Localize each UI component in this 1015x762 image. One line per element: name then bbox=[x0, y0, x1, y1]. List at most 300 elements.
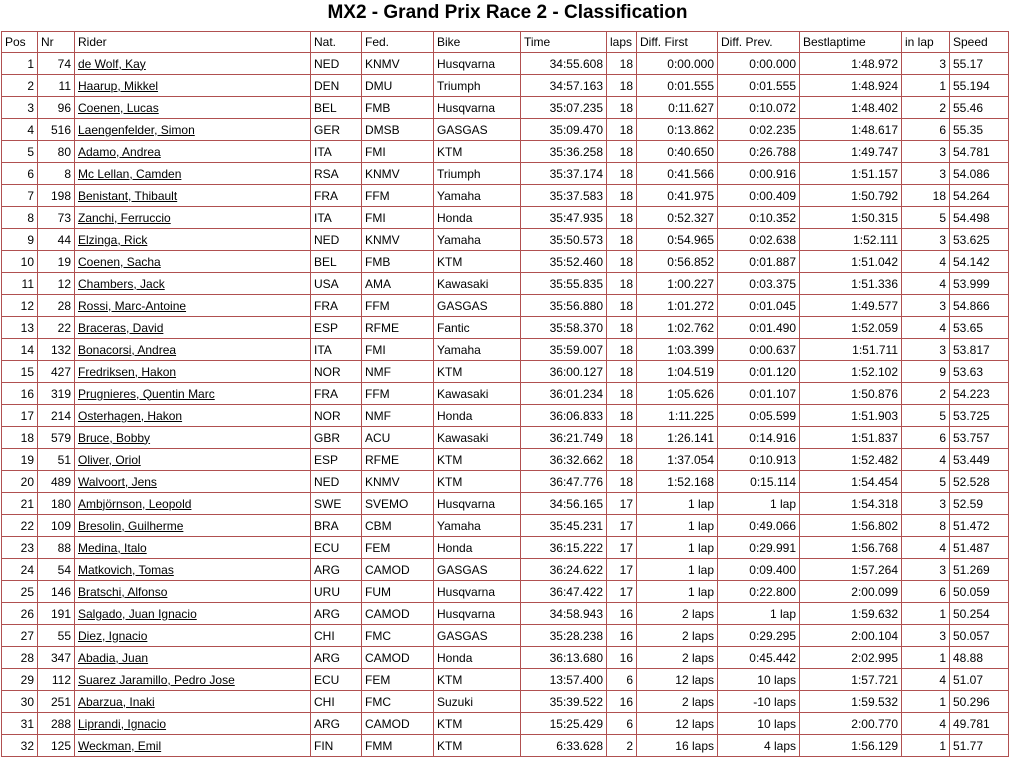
table-row bbox=[2, 427, 1009, 449]
nat-cell: USA bbox=[311, 273, 362, 295]
nr-cell: 28 bbox=[38, 295, 75, 317]
rider-link[interactable]: Coenen, Lucas bbox=[78, 100, 159, 115]
laps-cell: 6 bbox=[607, 669, 637, 691]
diff-prev-cell: 0:14.916 bbox=[718, 427, 800, 449]
rider-link[interactable]: Ambjörnson, Leopold bbox=[78, 496, 192, 511]
rider-link[interactable]: Benistant, Thibault bbox=[78, 188, 178, 203]
time-cell: 36:01.234 bbox=[521, 383, 607, 405]
laps-cell: 6 bbox=[607, 713, 637, 735]
pos-cell: 7 bbox=[2, 185, 38, 207]
bike-cell: Husqvarna bbox=[434, 53, 521, 75]
in-lap-cell: 6 bbox=[902, 427, 950, 449]
laps-cell: 2 bbox=[607, 735, 637, 757]
column-header-fed: Fed. bbox=[362, 32, 434, 53]
laps-cell: 17 bbox=[607, 559, 637, 581]
diff-first-cell: 1:52.168 bbox=[637, 471, 718, 493]
rider-link[interactable]: Elzinga, Rick bbox=[78, 232, 148, 247]
speed-cell: 55.194 bbox=[950, 75, 1009, 97]
rider-link[interactable]: Abadia, Juan bbox=[78, 650, 149, 665]
header-row bbox=[2, 32, 1009, 53]
diff-prev-cell: 0:01.120 bbox=[718, 361, 800, 383]
in-lap-cell: 4 bbox=[902, 251, 950, 273]
laps-cell: 18 bbox=[607, 75, 637, 97]
bestlaptime-cell: 1:48.402 bbox=[800, 97, 902, 119]
bike-cell: Honda bbox=[434, 207, 521, 229]
rider-cell bbox=[75, 251, 311, 273]
rider-link[interactable]: Prugnieres, Quentin Marc bbox=[78, 386, 215, 401]
pos-cell: 31 bbox=[2, 713, 38, 735]
rider-link[interactable]: Diez, Ignacio bbox=[78, 628, 148, 643]
bike-cell: KTM bbox=[434, 471, 521, 493]
laps-cell: 18 bbox=[607, 471, 637, 493]
diff-prev-cell: 0:10.072 bbox=[718, 97, 800, 119]
bestlaptime-cell: 1:51.711 bbox=[800, 339, 902, 361]
bestlaptime-cell: 2:00.770 bbox=[800, 713, 902, 735]
speed-cell: 50.057 bbox=[950, 625, 1009, 647]
rider-link[interactable]: Suarez Jaramillo, Pedro Jose bbox=[78, 672, 235, 687]
nr-cell: 12 bbox=[38, 273, 75, 295]
rider-cell bbox=[75, 383, 311, 405]
time-cell: 35:28.238 bbox=[521, 625, 607, 647]
rider-cell bbox=[75, 185, 311, 207]
rider-cell bbox=[75, 295, 311, 317]
speed-cell: 49.781 bbox=[950, 713, 1009, 735]
nr-cell: 74 bbox=[38, 53, 75, 75]
column-header-diff-first: Diff. First bbox=[637, 32, 718, 53]
speed-cell: 53.63 bbox=[950, 361, 1009, 383]
bike-cell: GASGAS bbox=[434, 295, 521, 317]
diff-prev-cell: 1 lap bbox=[718, 493, 800, 515]
laps-cell: 16 bbox=[607, 647, 637, 669]
bike-cell: Honda bbox=[434, 537, 521, 559]
bestlaptime-cell: 1:48.617 bbox=[800, 119, 902, 141]
bike-cell: Husqvarna bbox=[434, 603, 521, 625]
laps-cell: 18 bbox=[607, 97, 637, 119]
rider-cell bbox=[75, 625, 311, 647]
time-cell: 34:55.608 bbox=[521, 53, 607, 75]
in-lap-cell: 2 bbox=[902, 383, 950, 405]
pos-cell: 20 bbox=[2, 471, 38, 493]
diff-prev-cell: 0:01.555 bbox=[718, 75, 800, 97]
rider-cell bbox=[75, 141, 311, 163]
bike-cell: Honda bbox=[434, 647, 521, 669]
table-body bbox=[2, 53, 1009, 757]
bestlaptime-cell: 2:00.104 bbox=[800, 625, 902, 647]
bike-cell: Triumph bbox=[434, 75, 521, 97]
bike-cell: GASGAS bbox=[434, 119, 521, 141]
time-cell: 35:09.470 bbox=[521, 119, 607, 141]
in-lap-cell: 5 bbox=[902, 471, 950, 493]
pos-cell: 25 bbox=[2, 581, 38, 603]
laps-cell: 18 bbox=[607, 53, 637, 75]
nat-cell: NED bbox=[311, 53, 362, 75]
time-cell: 34:58.943 bbox=[521, 603, 607, 625]
classification-table bbox=[1, 31, 1009, 757]
bike-cell: KTM bbox=[434, 713, 521, 735]
pos-cell: 3 bbox=[2, 97, 38, 119]
fed-cell: FMB bbox=[362, 251, 434, 273]
rider-link[interactable]: Fredriksen, Hakon bbox=[78, 364, 177, 379]
bestlaptime-cell: 1:50.315 bbox=[800, 207, 902, 229]
rider-link[interactable]: Osterhagen, Hakon bbox=[78, 408, 183, 423]
rider-link[interactable]: Matkovich, Tomas bbox=[78, 562, 174, 577]
nat-cell: NED bbox=[311, 471, 362, 493]
rider-link[interactable]: Bonacorsi, Andrea bbox=[78, 342, 177, 357]
speed-cell: 53.999 bbox=[950, 273, 1009, 295]
rider-link[interactable]: Coenen, Sacha bbox=[78, 254, 161, 269]
fed-cell: SVEMO bbox=[362, 493, 434, 515]
rider-link[interactable]: Braceras, David bbox=[78, 320, 164, 335]
in-lap-cell: 3 bbox=[902, 141, 950, 163]
nr-cell: 198 bbox=[38, 185, 75, 207]
rider-link[interactable]: Adamo, Andrea bbox=[78, 144, 161, 159]
bestlaptime-cell: 1:52.102 bbox=[800, 361, 902, 383]
laps-cell: 18 bbox=[607, 229, 637, 251]
bestlaptime-cell: 1:59.632 bbox=[800, 603, 902, 625]
bestlaptime-cell: 1:56.802 bbox=[800, 515, 902, 537]
bestlaptime-cell: 1:52.482 bbox=[800, 449, 902, 471]
fed-cell: KNMV bbox=[362, 163, 434, 185]
nat-cell: URU bbox=[311, 581, 362, 603]
time-cell: 34:57.163 bbox=[521, 75, 607, 97]
table-row bbox=[2, 119, 1009, 141]
diff-first-cell: 0:11.627 bbox=[637, 97, 718, 119]
bestlaptime-cell: 1:54.454 bbox=[800, 471, 902, 493]
rider-cell bbox=[75, 229, 311, 251]
nr-cell: 96 bbox=[38, 97, 75, 119]
speed-cell: 55.46 bbox=[950, 97, 1009, 119]
column-header-bike: Bike bbox=[434, 32, 521, 53]
nr-cell: 11 bbox=[38, 75, 75, 97]
rider-cell bbox=[75, 97, 311, 119]
rider-link[interactable]: Bresolin, Guilherme bbox=[78, 518, 184, 533]
diff-first-cell: 1:11.225 bbox=[637, 405, 718, 427]
bike-cell: Honda bbox=[434, 405, 521, 427]
rider-link[interactable]: Abarzua, Inaki bbox=[78, 694, 155, 709]
rider-link[interactable]: Walvoort, Jens bbox=[78, 474, 157, 489]
pos-cell: 32 bbox=[2, 735, 38, 757]
nat-cell: ARG bbox=[311, 559, 362, 581]
speed-cell: 55.35 bbox=[950, 119, 1009, 141]
nr-cell: 288 bbox=[38, 713, 75, 735]
speed-cell: 53.625 bbox=[950, 229, 1009, 251]
laps-cell: 18 bbox=[607, 405, 637, 427]
rider-link[interactable]: Rossi, Marc-Antoine bbox=[78, 298, 187, 313]
diff-prev-cell: 0:09.400 bbox=[718, 559, 800, 581]
nr-cell: 51 bbox=[38, 449, 75, 471]
table-row bbox=[2, 273, 1009, 295]
rider-link[interactable]: Weckman, Emil bbox=[78, 738, 162, 753]
nr-cell: 44 bbox=[38, 229, 75, 251]
pos-cell: 21 bbox=[2, 493, 38, 515]
pos-cell: 17 bbox=[2, 405, 38, 427]
rider-link[interactable]: Zanchi, Ferruccio bbox=[78, 210, 171, 225]
bike-cell: Kawasaki bbox=[434, 383, 521, 405]
table-row bbox=[2, 163, 1009, 185]
table-row bbox=[2, 515, 1009, 537]
laps-cell: 18 bbox=[607, 295, 637, 317]
bike-cell: Kawasaki bbox=[434, 273, 521, 295]
fed-cell: FFM bbox=[362, 185, 434, 207]
in-lap-cell: 3 bbox=[902, 163, 950, 185]
nr-cell: 112 bbox=[38, 669, 75, 691]
diff-first-cell: 2 laps bbox=[637, 625, 718, 647]
diff-prev-cell: 0:26.788 bbox=[718, 141, 800, 163]
diff-first-cell: 1:04.519 bbox=[637, 361, 718, 383]
nat-cell: GBR bbox=[311, 427, 362, 449]
fed-cell: RFME bbox=[362, 317, 434, 339]
time-cell: 13:57.400 bbox=[521, 669, 607, 691]
speed-cell: 54.142 bbox=[950, 251, 1009, 273]
fed-cell: KNMV bbox=[362, 53, 434, 75]
bestlaptime-cell: 1:54.318 bbox=[800, 493, 902, 515]
bike-cell: Yamaha bbox=[434, 229, 521, 251]
diff-first-cell: 1:37.054 bbox=[637, 449, 718, 471]
laps-cell: 18 bbox=[607, 317, 637, 339]
table-row bbox=[2, 559, 1009, 581]
nat-cell: ECU bbox=[311, 669, 362, 691]
speed-cell: 50.296 bbox=[950, 691, 1009, 713]
diff-first-cell: 1:05.626 bbox=[637, 383, 718, 405]
diff-prev-cell: 1 lap bbox=[718, 603, 800, 625]
time-cell: 36:13.680 bbox=[521, 647, 607, 669]
in-lap-cell: 4 bbox=[902, 537, 950, 559]
diff-first-cell: 1:00.227 bbox=[637, 273, 718, 295]
diff-prev-cell: 0:00.000 bbox=[718, 53, 800, 75]
fed-cell: FFM bbox=[362, 383, 434, 405]
rider-link[interactable]: Bruce, Bobby bbox=[78, 430, 151, 445]
bestlaptime-cell: 1:51.903 bbox=[800, 405, 902, 427]
rider-cell bbox=[75, 713, 311, 735]
nat-cell: FRA bbox=[311, 383, 362, 405]
table-row bbox=[2, 669, 1009, 691]
bike-cell: Husqvarna bbox=[434, 97, 521, 119]
time-cell: 6:33.628 bbox=[521, 735, 607, 757]
time-cell: 35:59.007 bbox=[521, 339, 607, 361]
nr-cell: 125 bbox=[38, 735, 75, 757]
rider-cell bbox=[75, 449, 311, 471]
nat-cell: FIN bbox=[311, 735, 362, 757]
pos-cell: 8 bbox=[2, 207, 38, 229]
diff-prev-cell: 4 laps bbox=[718, 735, 800, 757]
laps-cell: 17 bbox=[607, 493, 637, 515]
diff-first-cell: 1 lap bbox=[637, 515, 718, 537]
in-lap-cell: 3 bbox=[902, 53, 950, 75]
rider-link[interactable]: de Wolf, Kay bbox=[78, 56, 146, 71]
table-row bbox=[2, 647, 1009, 669]
rider-link[interactable]: Salgado, Juan Ignacio bbox=[78, 606, 197, 621]
nr-cell: 8 bbox=[38, 163, 75, 185]
bike-cell: Yamaha bbox=[434, 515, 521, 537]
bestlaptime-cell: 1:49.577 bbox=[800, 295, 902, 317]
bike-cell: GASGAS bbox=[434, 625, 521, 647]
bestlaptime-cell: 2:02.995 bbox=[800, 647, 902, 669]
nat-cell: ARG bbox=[311, 647, 362, 669]
in-lap-cell: 3 bbox=[902, 625, 950, 647]
diff-first-cell: 1:02.762 bbox=[637, 317, 718, 339]
pos-cell: 30 bbox=[2, 691, 38, 713]
bike-cell: KTM bbox=[434, 361, 521, 383]
rider-link[interactable]: Mc Lellan, Camden bbox=[78, 166, 182, 181]
bestlaptime-cell: 1:57.721 bbox=[800, 669, 902, 691]
diff-prev-cell: 0:01.107 bbox=[718, 383, 800, 405]
diff-first-cell: 2 laps bbox=[637, 647, 718, 669]
speed-cell: 53.65 bbox=[950, 317, 1009, 339]
laps-cell: 18 bbox=[607, 141, 637, 163]
pos-cell: 22 bbox=[2, 515, 38, 537]
time-cell: 36:32.662 bbox=[521, 449, 607, 471]
rider-cell bbox=[75, 735, 311, 757]
in-lap-cell: 4 bbox=[902, 669, 950, 691]
diff-prev-cell: 0:22.800 bbox=[718, 581, 800, 603]
rider-cell bbox=[75, 53, 311, 75]
nr-cell: 489 bbox=[38, 471, 75, 493]
fed-cell: FUM bbox=[362, 581, 434, 603]
in-lap-cell: 1 bbox=[902, 75, 950, 97]
table-row bbox=[2, 493, 1009, 515]
laps-cell: 18 bbox=[607, 449, 637, 471]
pos-cell: 27 bbox=[2, 625, 38, 647]
table-row bbox=[2, 75, 1009, 97]
rider-cell bbox=[75, 163, 311, 185]
speed-cell: 51.472 bbox=[950, 515, 1009, 537]
rider-link[interactable]: Chambers, Jack bbox=[78, 276, 165, 291]
nat-cell: ARG bbox=[311, 713, 362, 735]
rider-link[interactable]: Medina, Italo bbox=[78, 540, 147, 555]
speed-cell: 53.757 bbox=[950, 427, 1009, 449]
nr-cell: 73 bbox=[38, 207, 75, 229]
bestlaptime-cell: 1:51.042 bbox=[800, 251, 902, 273]
rider-cell bbox=[75, 317, 311, 339]
in-lap-cell: 8 bbox=[902, 515, 950, 537]
nr-cell: 55 bbox=[38, 625, 75, 647]
speed-cell: 53.817 bbox=[950, 339, 1009, 361]
nat-cell: ITA bbox=[311, 207, 362, 229]
diff-prev-cell: 0:00.916 bbox=[718, 163, 800, 185]
rider-link[interactable]: Laengenfelder, Simon bbox=[78, 122, 195, 137]
laps-cell: 18 bbox=[607, 273, 637, 295]
time-cell: 35:50.573 bbox=[521, 229, 607, 251]
nat-cell: FRA bbox=[311, 295, 362, 317]
rider-link[interactable]: Liprandi, Ignacio bbox=[78, 716, 167, 731]
diff-prev-cell: 0:01.490 bbox=[718, 317, 800, 339]
diff-prev-cell: 0:05.599 bbox=[718, 405, 800, 427]
rider-link[interactable]: Haarup, Mikkel bbox=[78, 78, 159, 93]
diff-prev-cell: 0:03.375 bbox=[718, 273, 800, 295]
table-row bbox=[2, 295, 1009, 317]
nr-cell: 427 bbox=[38, 361, 75, 383]
table-row bbox=[2, 713, 1009, 735]
speed-cell: 54.223 bbox=[950, 383, 1009, 405]
fed-cell: CAMOD bbox=[362, 559, 434, 581]
diff-first-cell: 12 laps bbox=[637, 669, 718, 691]
fed-cell: FMC bbox=[362, 625, 434, 647]
laps-cell: 18 bbox=[607, 207, 637, 229]
rider-cell bbox=[75, 537, 311, 559]
pos-cell: 13 bbox=[2, 317, 38, 339]
diff-first-cell: 1:01.272 bbox=[637, 295, 718, 317]
nr-cell: 22 bbox=[38, 317, 75, 339]
diff-first-cell: 12 laps bbox=[637, 713, 718, 735]
diff-prev-cell: 0:02.235 bbox=[718, 119, 800, 141]
column-header-in-lap: in lap bbox=[902, 32, 950, 53]
diff-prev-cell: 0:15.114 bbox=[718, 471, 800, 493]
bike-cell: KTM bbox=[434, 669, 521, 691]
time-cell: 35:47.935 bbox=[521, 207, 607, 229]
diff-prev-cell: 0:29.991 bbox=[718, 537, 800, 559]
nat-cell: RSA bbox=[311, 163, 362, 185]
pos-cell: 16 bbox=[2, 383, 38, 405]
bestlaptime-cell: 1:48.924 bbox=[800, 75, 902, 97]
fed-cell: CAMOD bbox=[362, 603, 434, 625]
table-row bbox=[2, 361, 1009, 383]
diff-first-cell: 1:03.399 bbox=[637, 339, 718, 361]
rider-cell bbox=[75, 207, 311, 229]
rider-cell bbox=[75, 75, 311, 97]
in-lap-cell: 5 bbox=[902, 405, 950, 427]
laps-cell: 18 bbox=[607, 163, 637, 185]
bestlaptime-cell: 1:52.111 bbox=[800, 229, 902, 251]
column-header-nat: Nat. bbox=[311, 32, 362, 53]
pos-cell: 5 bbox=[2, 141, 38, 163]
in-lap-cell: 4 bbox=[902, 317, 950, 339]
fed-cell: KNMV bbox=[362, 471, 434, 493]
nr-cell: 516 bbox=[38, 119, 75, 141]
speed-cell: 50.254 bbox=[950, 603, 1009, 625]
rider-cell bbox=[75, 119, 311, 141]
laps-cell: 16 bbox=[607, 691, 637, 713]
column-header-time: Time bbox=[521, 32, 607, 53]
bestlaptime-cell: 1:51.157 bbox=[800, 163, 902, 185]
pos-cell: 23 bbox=[2, 537, 38, 559]
fed-cell: FMC bbox=[362, 691, 434, 713]
speed-cell: 53.449 bbox=[950, 449, 1009, 471]
bestlaptime-cell: 2:00.099 bbox=[800, 581, 902, 603]
table-row bbox=[2, 537, 1009, 559]
rider-link[interactable]: Oliver, Oriol bbox=[78, 452, 141, 467]
rider-cell bbox=[75, 515, 311, 537]
nr-cell: 88 bbox=[38, 537, 75, 559]
in-lap-cell: 2 bbox=[902, 97, 950, 119]
nat-cell: BEL bbox=[311, 251, 362, 273]
speed-cell: 51.07 bbox=[950, 669, 1009, 691]
table-row bbox=[2, 471, 1009, 493]
speed-cell: 51.487 bbox=[950, 537, 1009, 559]
nr-cell: 132 bbox=[38, 339, 75, 361]
pos-cell: 2 bbox=[2, 75, 38, 97]
in-lap-cell: 1 bbox=[902, 691, 950, 713]
pos-cell: 10 bbox=[2, 251, 38, 273]
laps-cell: 18 bbox=[607, 251, 637, 273]
fed-cell: FFM bbox=[362, 295, 434, 317]
pos-cell: 11 bbox=[2, 273, 38, 295]
bike-cell: Kawasaki bbox=[434, 427, 521, 449]
laps-cell: 18 bbox=[607, 427, 637, 449]
rider-link[interactable]: Bratschi, Alfonso bbox=[78, 584, 168, 599]
diff-prev-cell: 0:01.887 bbox=[718, 251, 800, 273]
pos-cell: 14 bbox=[2, 339, 38, 361]
time-cell: 36:24.622 bbox=[521, 559, 607, 581]
time-cell: 35:37.174 bbox=[521, 163, 607, 185]
bestlaptime-cell: 1:57.264 bbox=[800, 559, 902, 581]
pos-cell: 12 bbox=[2, 295, 38, 317]
in-lap-cell: 5 bbox=[902, 207, 950, 229]
pos-cell: 15 bbox=[2, 361, 38, 383]
diff-prev-cell: 0:10.913 bbox=[718, 449, 800, 471]
in-lap-cell: 18 bbox=[902, 185, 950, 207]
speed-cell: 53.725 bbox=[950, 405, 1009, 427]
bike-cell: Fantic bbox=[434, 317, 521, 339]
